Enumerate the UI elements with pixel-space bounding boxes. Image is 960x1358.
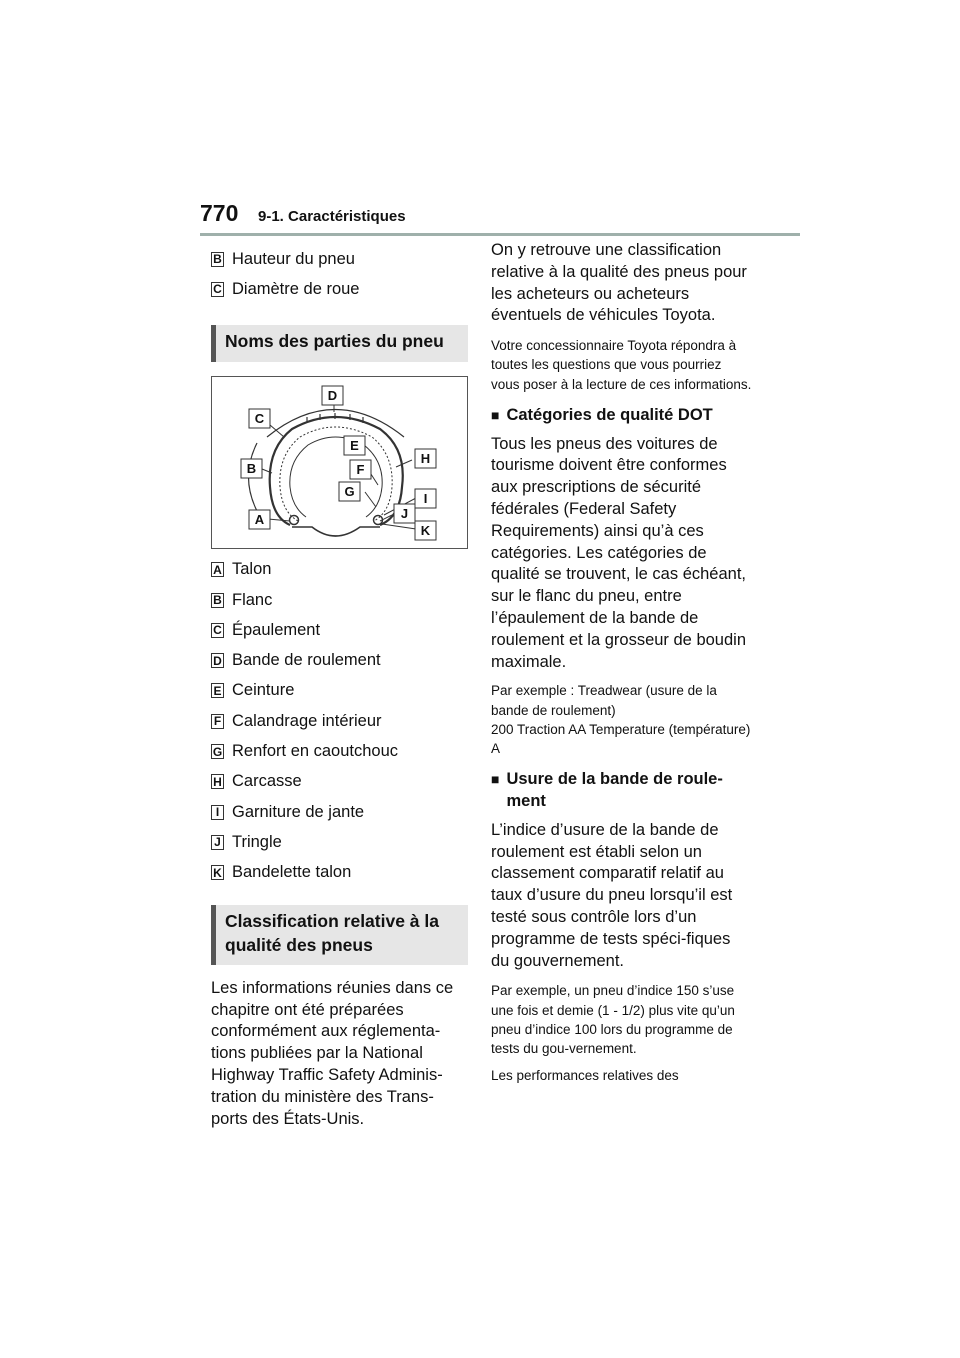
callout-letter: J <box>211 835 224 850</box>
callout-B <box>241 459 262 478</box>
svg-text:J: J <box>400 505 409 521</box>
callout-G <box>339 482 360 501</box>
callout-letter: D <box>211 653 224 668</box>
svg-text:G: G <box>344 483 355 499</box>
item-label: Calandrage intérieur <box>232 711 382 730</box>
list-item <box>211 797 468 827</box>
callout-letter: A <box>211 562 224 577</box>
svg-text:H: H <box>420 450 431 466</box>
right-column <box>491 240 753 1085</box>
callout-letter: G <box>212 744 223 759</box>
bullet-square-icon: ■ <box>491 406 500 423</box>
header-rule <box>200 233 800 236</box>
heading-parts: Noms des parties du pneu <box>211 325 468 362</box>
list-item <box>211 767 468 797</box>
example-line-1: Par exemple : Treadwear (usure de la bande de roulement) <box>491 683 717 718</box>
list-item <box>211 615 468 645</box>
tire-cross-section-figure <box>211 376 468 549</box>
subheading-dot: ■ Catégories de qualité DOT <box>491 405 753 427</box>
callout-letter: I <box>211 805 224 820</box>
paragraph-classification: On y retrouve une classification relative à la qualité des pneus pour les acheteurs ou acheteurs éventuels de véhicules Toyota. <box>491 241 747 325</box>
callout-H <box>415 449 436 468</box>
callout-letter: C <box>211 623 224 638</box>
item-label: Carcasse <box>232 772 302 791</box>
callout-letter: B <box>211 252 224 267</box>
list-item <box>211 555 468 585</box>
callout-letter: B <box>211 593 224 608</box>
svg-text:F: F <box>356 461 365 477</box>
heading-classification: Classification relative à la qualité des pneus <box>211 905 468 965</box>
svg-text:B: B <box>246 460 257 476</box>
left-column <box>211 244 468 1130</box>
svg-text:C: C <box>254 410 265 426</box>
svg-text:E: E <box>350 437 359 453</box>
item-label: Garniture de jante <box>232 802 365 821</box>
callout-J <box>394 504 415 523</box>
page-number: 770 <box>200 200 239 226</box>
note-dealer: Votre concessionnaire Toyota répondra à toutes les questions que vous pourriez vous poser à la lecture de ces informations. <box>491 338 752 392</box>
paragraph-dot: Tous les pneus des voitures de tourisme doivent être conformes aux prescriptions de sécurité fédérales (Federal Safety Requirements) ainsi qu’à ces catégories. Les catégories de qualité se trouvent, le cas échéant, sur le flanc du pneu, entre l’épaulement de la bande de roulement et la grosseur de boudin maximale. <box>491 434 746 671</box>
item-label: Hauteur du pneu <box>232 249 355 268</box>
intro-paragraph: Les informations réunies dans ce chapitre ont été préparées conformément aux réglementa-tions publiées par la National Highway Traffic Safety Adminis-tration du ministère des Trans-ports des États-Unis. <box>211 978 454 1128</box>
callout-D <box>322 386 343 405</box>
svg-text:K: K <box>420 522 431 538</box>
paragraph-continued: Les performances relatives des <box>491 1068 679 1084</box>
bullet-square-icon: ■ <box>491 771 500 788</box>
item-label: Flanc <box>232 590 273 609</box>
callout-A <box>249 510 270 529</box>
item-label: Diamètre de roue <box>232 279 360 298</box>
svg-text:A: A <box>254 511 265 527</box>
item-label: Bandelette talon <box>232 863 352 882</box>
callout-letter: K <box>211 865 224 880</box>
parts-list <box>211 555 468 888</box>
list-item <box>211 736 468 766</box>
callout-letter: H <box>211 774 224 789</box>
list-item <box>211 706 468 736</box>
callout-F <box>350 460 371 479</box>
list-item <box>211 585 468 615</box>
tire-diagram <box>212 377 467 548</box>
callout-letter: C <box>211 282 224 297</box>
item-label: Talon <box>232 560 272 579</box>
callout-letter: F <box>211 714 224 729</box>
list-item <box>211 244 468 274</box>
callout-letter: E <box>211 683 224 698</box>
svg-text:I: I <box>423 490 428 506</box>
section-title: 9-1. Caractéristiques <box>258 208 406 225</box>
svg-text:D: D <box>327 387 338 403</box>
example-treadwear: Par exemple, un pneu d’indice 150 s’use une fois et demie (1 - 1/2) plus vite qu’un pneu d’indice 100 lors du programme de tests du gou-vernement. <box>491 983 735 1056</box>
callout-E <box>344 436 365 455</box>
callout-C <box>249 409 270 428</box>
list-item <box>211 858 468 888</box>
item-label: Épaulement <box>232 620 321 639</box>
list-item <box>211 645 468 675</box>
item-label: Renfort en caoutchouc <box>232 742 399 761</box>
item-label: Bande de roulement <box>232 651 381 670</box>
list-item <box>211 676 468 706</box>
item-label: Ceinture <box>232 681 295 700</box>
list-item <box>211 827 468 857</box>
subheading-treadwear: ■ Usure de la bande de roule-ment <box>491 769 753 813</box>
list-item <box>211 274 468 304</box>
item-label: Tringle <box>232 832 282 851</box>
callout-K <box>415 521 436 540</box>
paragraph-treadwear: L’indice d’usure de la bande de roulement est établi selon un classement comparatif relatif au taux d’usure du pneu lorsqu’il est testé sous contrôle lors d’un programme de tests spéci-fiques du gouvernement. <box>491 820 733 970</box>
example-line-2: 200 Traction AA Temperature (température) A <box>491 721 751 756</box>
callout-I <box>415 489 436 508</box>
